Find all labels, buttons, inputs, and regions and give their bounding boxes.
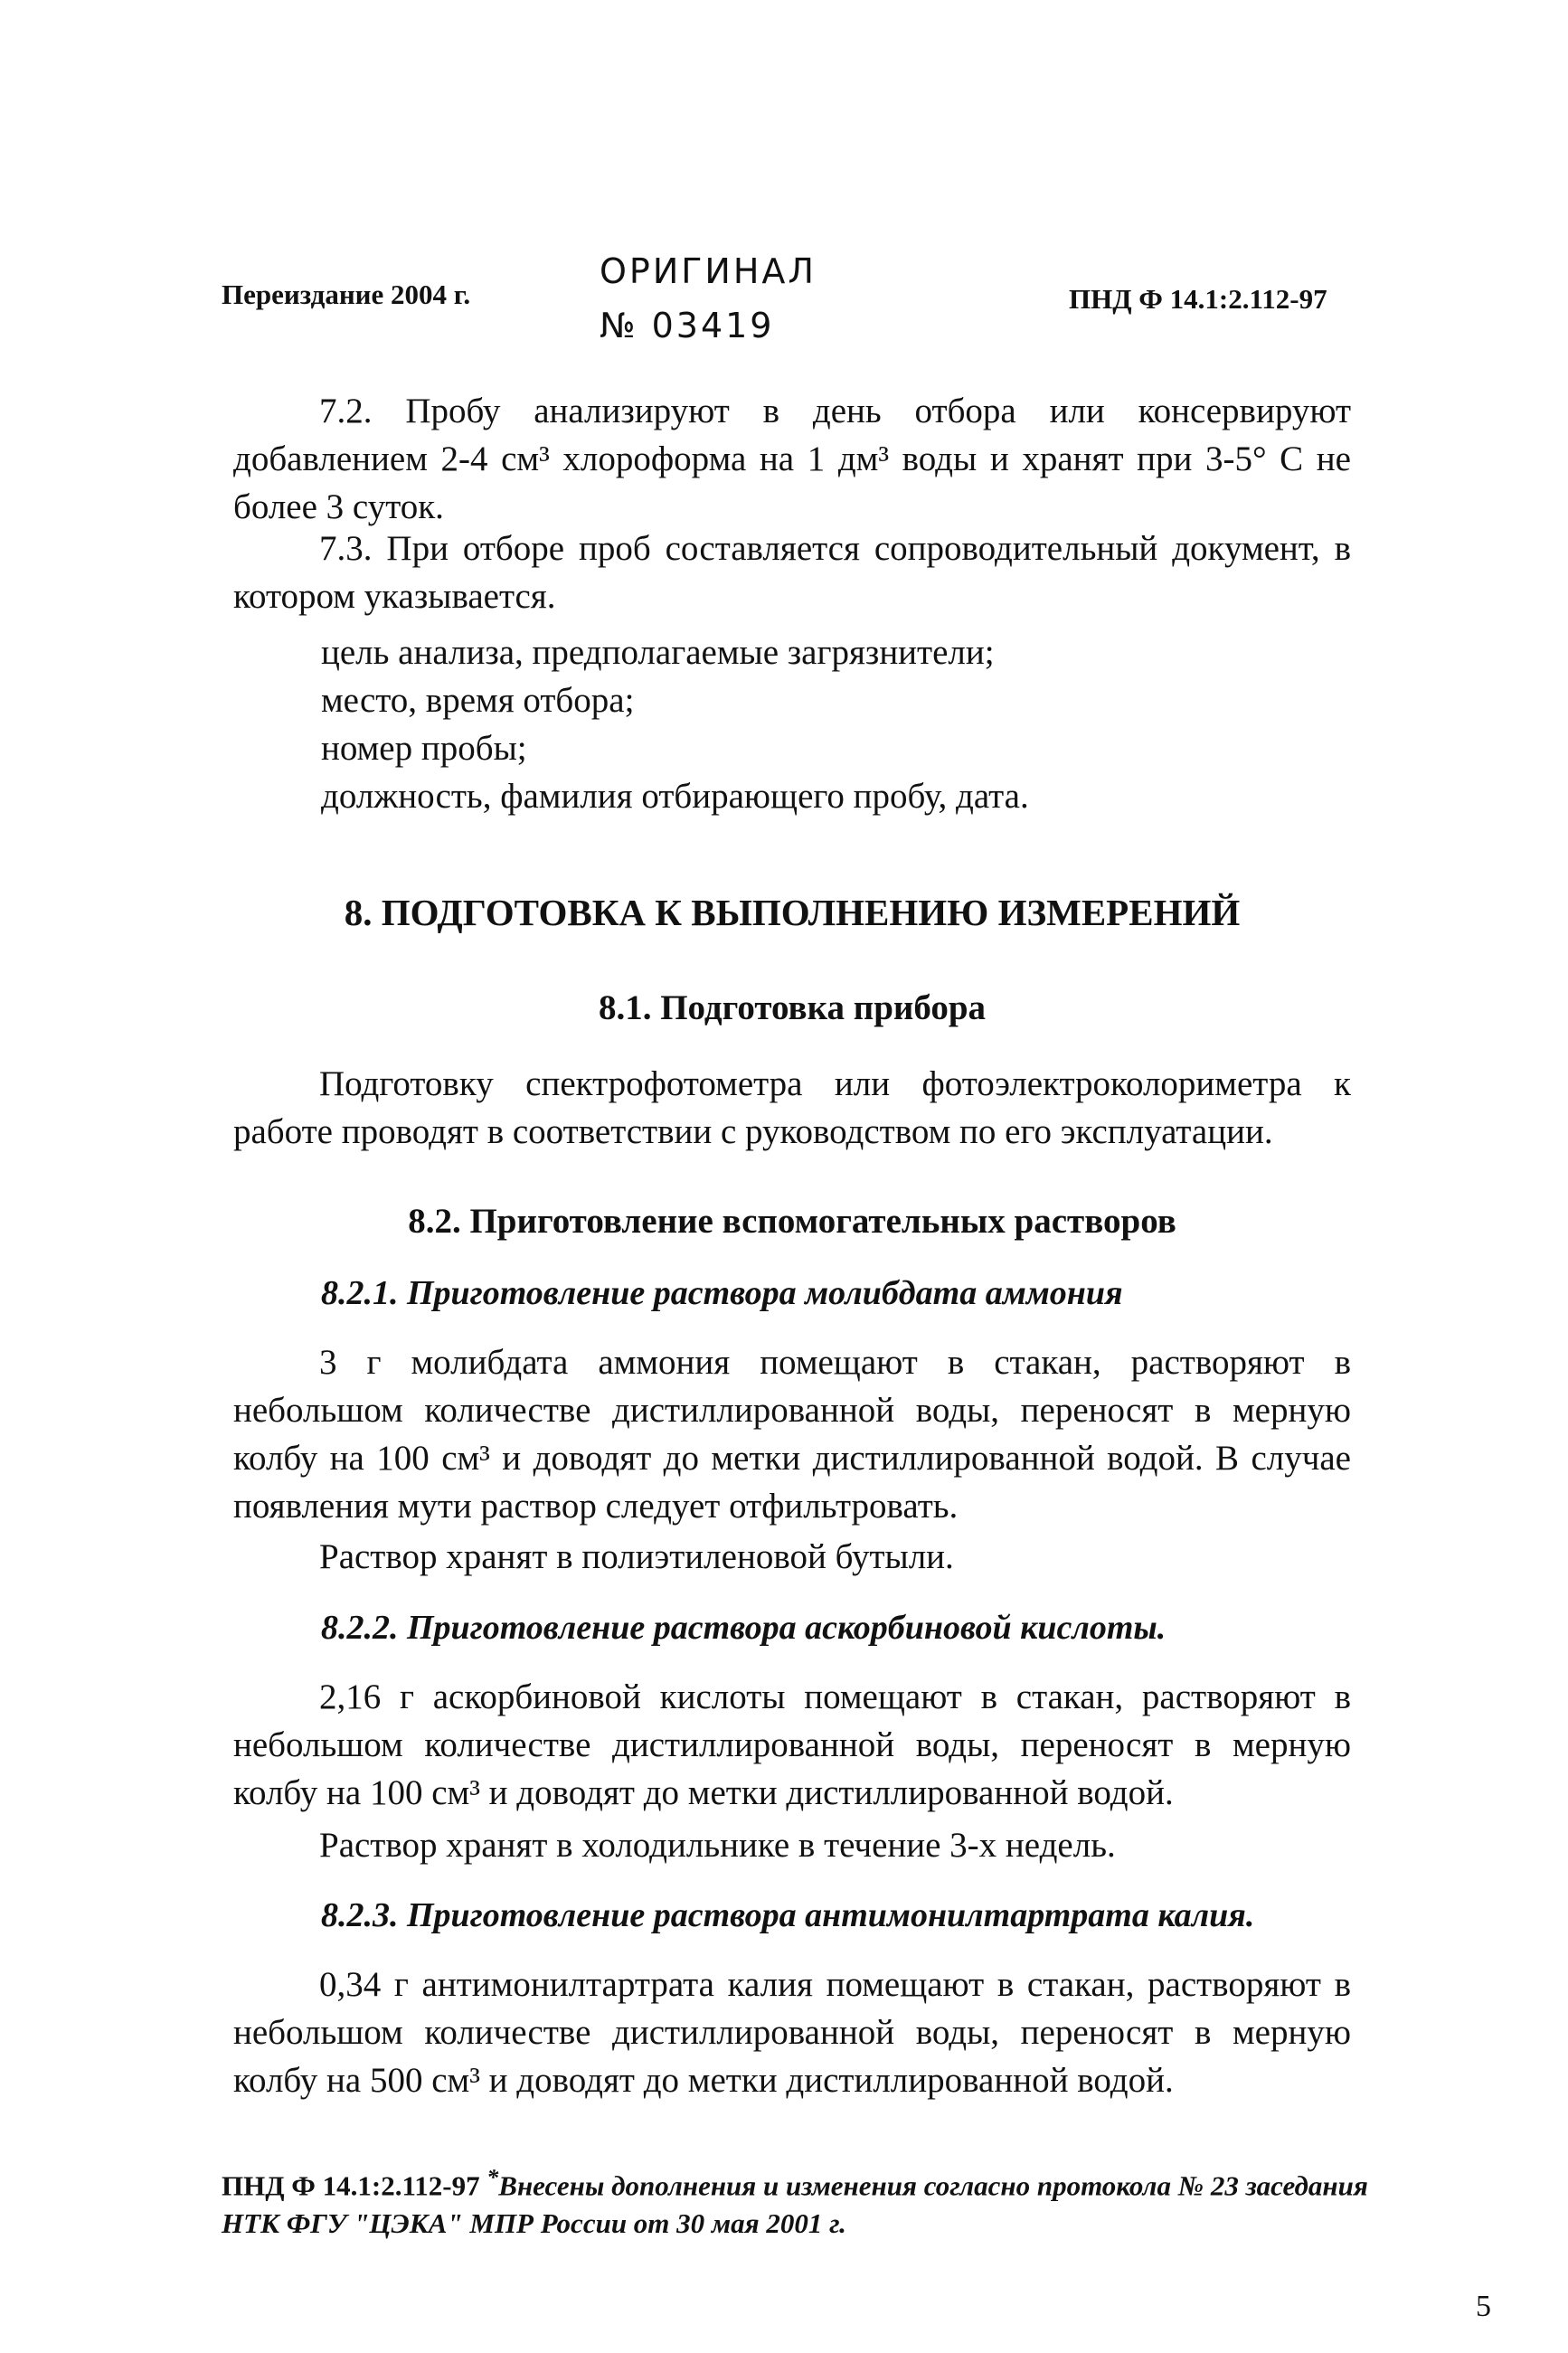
list-item: цель анализа, предполагаемые загрязнители; — [321, 633, 995, 672]
list-item: должность, фамилия отбирающего пробу, дата. — [321, 777, 1029, 816]
reissue-label: Переиздание 2004 г. — [222, 279, 471, 310]
stamp-title: ОРИГИНАЛ — [600, 251, 817, 291]
section-8-2-1-heading: 8.2.1. Приготовление раствора молибдата аммония — [321, 1274, 1123, 1312]
paragraph-8-2-3: 0,34 г антимонилтартрата калия помещают в стакан, растворяют в небольшом количестве дистиллированной воды, переносят в мерную колбу на 500 см³ и доводят до метки дистиллированной водой. — [233, 1965, 1351, 2100]
footer-note — [222, 2159, 1379, 2243]
section-8-2-3-heading: 8.2.3. Приготовление раствора антимонилтартрата калия. — [321, 1896, 1255, 1934]
section-8-heading: 8. ПОДГОТОВКА К ВЫПОЛНЕНИЮ ИЗМЕРЕНИЙ — [344, 892, 1241, 933]
document-code: ПНД Ф 14.1:2.112-97 — [1069, 283, 1327, 315]
paragraph-7-2: 7.2. Пробу анализируют в день отбора или консервируют добавлением 2-4 см³ хлороформа на 1 дм³ воды и хранят при 3-5° С не более 3 суток. — [233, 392, 1351, 526]
section-8-2-2-heading: 8.2.2. Приготовление раствора аскорбиновой кислоты. — [321, 1609, 1167, 1647]
stamp-number: № 03419 — [600, 306, 775, 345]
list-item: место, время отбора; — [321, 681, 635, 720]
footer-doc-code: ПНД Ф 14.1:2.112-97 — [222, 2169, 480, 2202]
paragraph-7-3: 7.3. При отборе проб составляется сопроводительный документ, в котором указывается. — [233, 529, 1351, 616]
section-8-1-heading: 8.1. Подготовка прибора — [598, 988, 987, 1027]
list-item: номер пробы; — [321, 729, 527, 768]
paragraph-8-2-1: 3 г молибдата аммония помещают в стакан, растворяют в небольшом количестве дистиллированной воды, переносят в мерную колбу на 100 см³ и доводят до метки дистиллированной водой. В случае появления мути раствор следует отфильтровать. — [233, 1343, 1351, 1526]
original-stamp — [600, 244, 817, 353]
paragraph-8-2-2: 2,16 г аскорбиновой кислоты помещают в стакан, растворяют в небольшом количестве дистиллированной воды, переносят в мерную колбу на 100 см³ и доводят до метки дистиллированной водой. — [233, 1677, 1351, 1812]
footer-amendment-text: Внесены дополнения и изменения согласно протокола № 23 заседания НТК ФГУ "ЦЭКА" МПР России от 30 мая 2001 г. — [222, 2169, 1368, 2240]
paragraph-8-1: Подготовку спектрофотометра или фотоэлектроколориметра к работе проводят в соответствии с руководством по его эксплуатации. — [233, 1064, 1351, 1151]
sample-document-list — [321, 628, 1029, 820]
paragraph-8-2-2-storage: Раствор хранят в холодильнике в течение 3-х недель. — [319, 1826, 1116, 1865]
paragraph-8-2-1-storage: Раствор хранят в полиэтиленовой бутыли. — [319, 1537, 954, 1576]
page-number: 5 — [1476, 2290, 1491, 2323]
section-8-2-heading: 8.2. Приготовление вспомогательных растворов — [408, 1202, 1176, 1241]
footer-mark: * — [486, 2164, 499, 2190]
